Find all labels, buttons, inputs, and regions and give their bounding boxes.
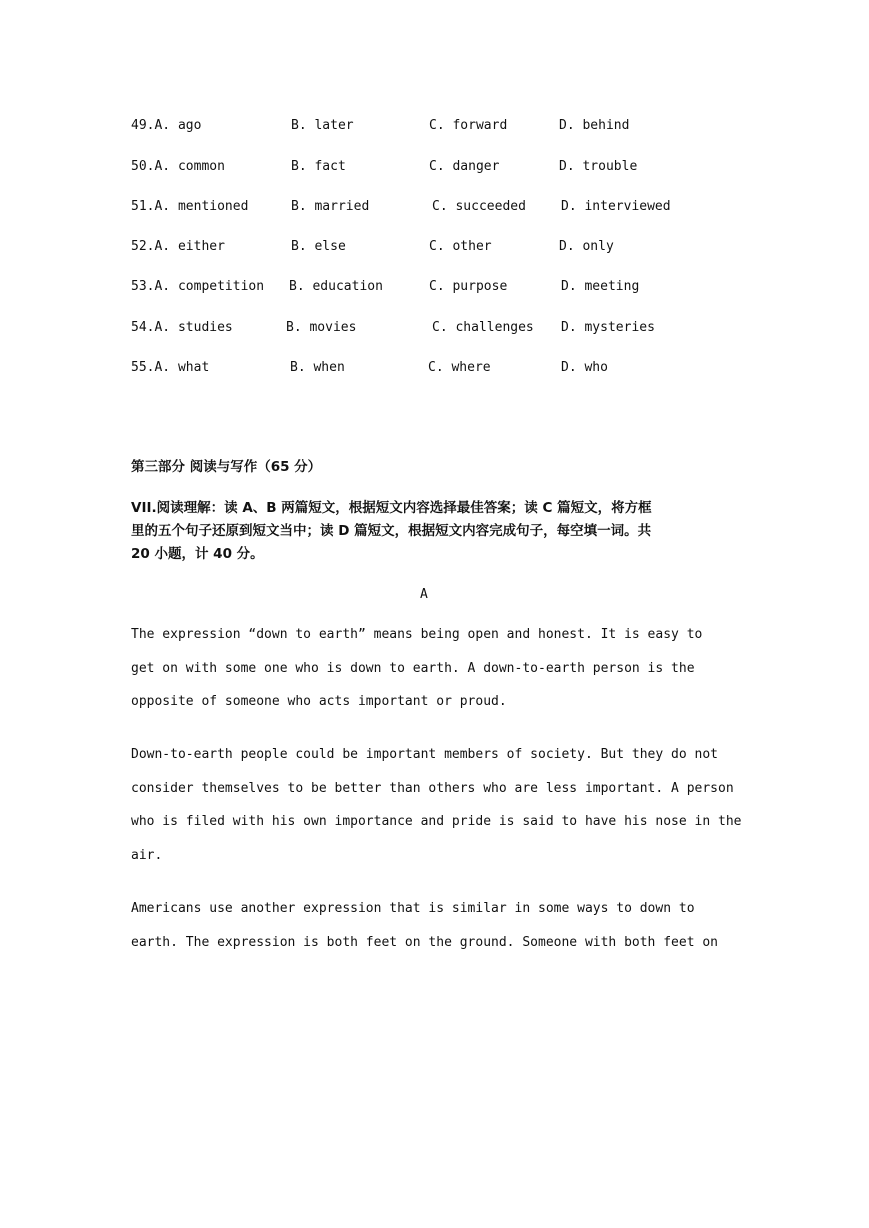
paragraph-line: who is filed with his own importance and pride is said to have his nose in the: [131, 814, 742, 829]
option-d: D. behind: [559, 118, 630, 133]
option-c: C. where: [428, 360, 491, 375]
option-b: B. movies: [286, 320, 357, 335]
instruction-line: VII.阅读理解：读 A、B 两篇短文，根据短文内容选择最佳答案；读 C 篇短文，将方框: [131, 500, 652, 516]
paragraph-1: [131, 618, 741, 719]
paragraph-3: [131, 892, 741, 959]
option-a: 55.A. what: [131, 360, 210, 375]
paragraph-line: earth. The expression is both feet on the ground. Someone with both feet on: [131, 934, 718, 950]
option-c: C. succeeded: [432, 199, 526, 214]
option-a: 51.A. mentioned: [131, 199, 249, 214]
option-d: D. meeting: [561, 279, 640, 294]
paragraph-line: Americans use another expression that is similar in some ways to down to: [131, 901, 695, 916]
option-a: 49.A. ago: [131, 118, 202, 133]
option-c: C. other: [429, 239, 492, 254]
paragraph-line: consider themselves to be better than others who are less important. A person: [131, 780, 734, 796]
paragraph-line: air.: [131, 847, 163, 863]
option-d: D. who: [561, 360, 608, 375]
option-d: D. trouble: [559, 159, 638, 174]
option-c: C. purpose: [429, 279, 508, 294]
section-title: 第三部分 阅读与写作（65 分）: [131, 459, 322, 475]
option-b: B. else: [291, 239, 346, 254]
paragraph-line: get on with some one who is down to earth. A down-to-earth person is the: [131, 660, 695, 676]
option-a: 50.A. common: [131, 159, 225, 174]
paragraph-line: The expression “down to earth” means being open and honest. It is easy to: [131, 627, 703, 642]
option-c: C. danger: [429, 159, 500, 174]
option-b: B. fact: [291, 159, 346, 174]
paragraph-2: [131, 738, 741, 872]
instruction-line: 里的五个句子还原到短文当中；读 D 篇短文，根据短文内容完成句子，每空填一词。共: [131, 523, 652, 539]
option-a: 54.A. studies: [131, 320, 233, 335]
reading-instructions: [131, 497, 731, 566]
paragraph-line: opposite of someone who acts important or proud.: [131, 694, 507, 709]
paragraph-line: Down-to-earth people could be important members of society. But they do not: [131, 747, 718, 762]
option-a: 53.A. competition: [131, 279, 265, 294]
option-d: D. interviewed: [561, 199, 671, 214]
option-a: 52.A. either: [131, 239, 225, 254]
option-d: D. only: [559, 239, 614, 254]
option-c: C. forward: [429, 118, 508, 133]
option-d: D. mysteries: [561, 320, 655, 335]
option-b: B. married: [291, 199, 370, 214]
passage-label: A: [420, 587, 428, 602]
option-b: B. education: [289, 279, 383, 294]
option-b: B. later: [291, 118, 354, 133]
option-b: B. when: [290, 360, 345, 375]
option-c: C. challenges: [432, 320, 534, 335]
instruction-line: 20 小题，计 40 分。: [131, 546, 264, 562]
